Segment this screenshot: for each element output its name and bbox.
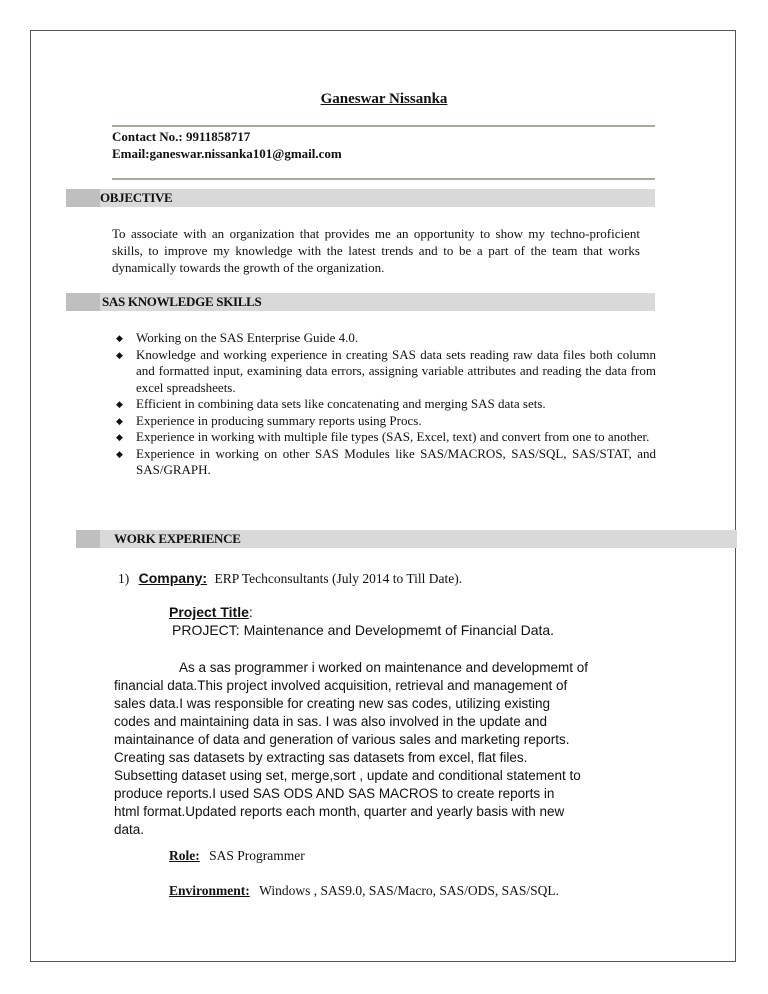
candidate-name: Ganeswar Nissanka bbox=[320, 91, 448, 107]
diamond-bullet-icon: ◆ bbox=[116, 399, 123, 409]
role-line bbox=[169, 848, 305, 864]
job-number: 1) bbox=[118, 571, 130, 586]
company-label: Company: bbox=[138, 570, 208, 586]
project-title-line: Project Title: bbox=[169, 604, 253, 620]
role-label: Role: bbox=[169, 848, 200, 863]
project-name: PROJECT: Maintenance and Developmemt of Financial Data. bbox=[172, 622, 555, 638]
company-line bbox=[118, 570, 462, 587]
project-description: As a sas programmer i worked on maintenance and developmemt of financial data.This project involved acquisition, retrieval and management of sales data.I was responsible for creating new sas codes, utilizing existing codes and maintaining data in sas. I was also involved in the update and maintainance of data and generation of various sales and marketing reports. Creating sas datasets by extracting sas datasets from excel, flat files. Subsetting dataset using set, merge,sort , update and conditional statement to produce reports.I used SAS ODS AND SAS MACROS to create reports in html format.Updated reports each month, quarter and yearly basis with new data. bbox=[114, 660, 588, 837]
environment-value: Windows , SAS9.0, SAS/Macro, SAS/ODS, SAS/SQL. bbox=[259, 883, 560, 898]
environment-line bbox=[169, 883, 559, 899]
project-title-label: Project Title bbox=[169, 604, 249, 620]
role-value: SAS Programmer bbox=[209, 848, 305, 863]
skill-item: ◆ Experience in working on other SAS Modules like SAS/MACROS, SAS/SQL, SAS/STAT, and SAS/GRAPH. bbox=[116, 445, 656, 477]
objective-text: To associate with an organization that provides me an opportunity to show my techno-proficient skills, to improve my knowledge with the latest trends and to be a part of the team that works dynamically towards the growth of the organization. bbox=[112, 226, 640, 275]
objective-heading: OBJECTIVE bbox=[100, 190, 173, 205]
diamond-bullet-icon: ◆ bbox=[116, 432, 123, 442]
skill-item: ◆ Experience in working with multiple file types (SAS, Excel, text) and convert from one to another. bbox=[116, 429, 650, 444]
skills-heading: SAS KNOWLEDGE SKILLS bbox=[102, 294, 262, 309]
diamond-bullet-icon: ◆ bbox=[116, 448, 123, 459]
skills-band-left bbox=[66, 293, 100, 311]
header-rule-top bbox=[112, 125, 655, 127]
objective-band bbox=[100, 189, 655, 207]
skills-list bbox=[116, 330, 656, 479]
diamond-bullet-icon: ◆ bbox=[116, 349, 123, 360]
diamond-bullet-icon: ◆ bbox=[116, 333, 123, 343]
skill-item: ◆ Experience in producing summary reports using Procs. bbox=[116, 412, 422, 428]
company-value: ERP Techconsultants (July 2014 to Till Date). bbox=[214, 571, 463, 586]
environment-label: Environment: bbox=[169, 883, 250, 898]
contact-number: Contact No.: 9911858717 bbox=[112, 129, 251, 144]
header-rule-bottom bbox=[112, 178, 655, 180]
diamond-bullet-icon: ◆ bbox=[116, 415, 123, 426]
email-address: Email:ganeswar.nissanka101@gmail.com bbox=[112, 146, 342, 161]
work-band-left bbox=[76, 530, 100, 548]
skill-item: ◆ Knowledge and working experience in creating SAS data sets reading raw data files both column and formatted input, examining data errors, assigning variable attributes and reading the data from excel spreadsheets. bbox=[116, 346, 656, 395]
work-heading: WORK EXPERIENCE bbox=[114, 531, 241, 546]
skill-item: ◆ Working on the SAS Enterprise Guide 4.0. bbox=[116, 330, 359, 345]
objective-band-left bbox=[66, 189, 100, 207]
skill-item: ◆ Efficient in combining data sets like concatenating and merging SAS data sets. bbox=[116, 396, 546, 411]
